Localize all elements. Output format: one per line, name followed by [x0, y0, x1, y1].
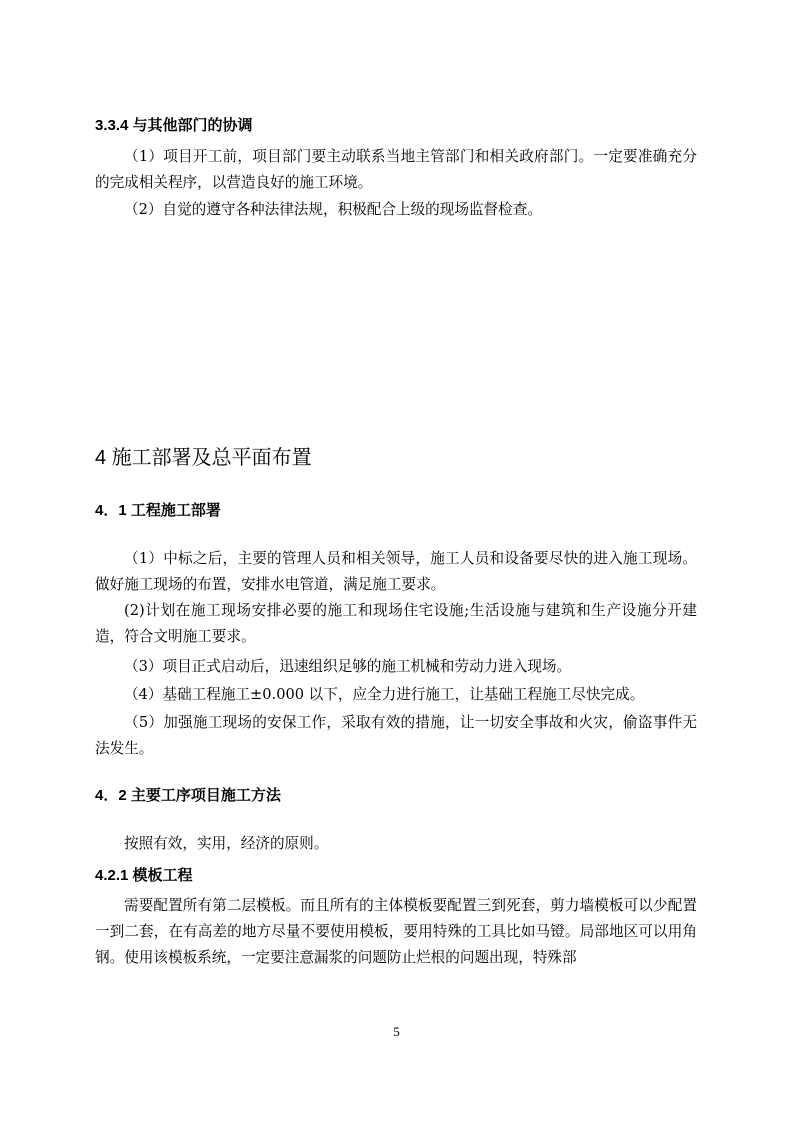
section-4-1-heading: 4．1 工程施工部署: [95, 502, 221, 519]
section-3-3-4-heading: 3.3.4 与其他部门的协调: [95, 117, 253, 134]
paragraph: （3）项目正式启动后，迅速组织足够的施工机械和劳动力进入现场。: [124, 658, 572, 675]
section-4-2-heading: 4．2 主要工序项目施工方法: [95, 787, 281, 804]
paragraph: 需要配置所有第二层模板。而且所有的主体模板要配置三到死套，剪力墙模板可以少配置一到二套，在有高差的地方尽量不要使用模板，要用特殊的工具比如马镫。局部地区可以用角钢。使用该模板系统，一定要注意漏浆的问题防止烂根的问题出现，特殊部: [95, 897, 697, 966]
paragraph: （2）自觉的遵守各种法律法规，积极配合上级的现场监督检查。: [124, 201, 542, 218]
section-4-2-1-heading: 4.2.1 模板工程: [95, 867, 193, 884]
paragraph: （5）加强施工现场的安保工作，采取有效的措施，让一切安全事故和火灾，偷盗事件无法发生。: [95, 714, 697, 757]
paragraph: 按照有效，实用，经济的原则。: [124, 835, 329, 852]
chapter-4-heading: 4 施工部署及总平面布置: [95, 447, 312, 469]
page-number: 5: [393, 1024, 400, 1039]
paragraph: （1）项目开工前，项目部门要主动联系当地主管部门和相关政府部门。一定要准确充分的完成相关程序，以营造良好的施工环境。: [95, 148, 697, 191]
paragraph: (2)计划在施工现场安排必要的施工和现场住宅设施;生活设施与建筑和生产设施分开建造，符合文明施工要求。: [95, 602, 697, 645]
paragraph: （4）基础工程施工±0.000 以下，应全力进行施工，让基础工程施工尽快完成。: [124, 686, 645, 703]
paragraph: （1）中标之后，主要的管理人员和相关领导，施工人员和设备要尽快的进入施工现场。做好施工现场的布置，安排水电管道，满足施工要求。: [95, 550, 697, 593]
